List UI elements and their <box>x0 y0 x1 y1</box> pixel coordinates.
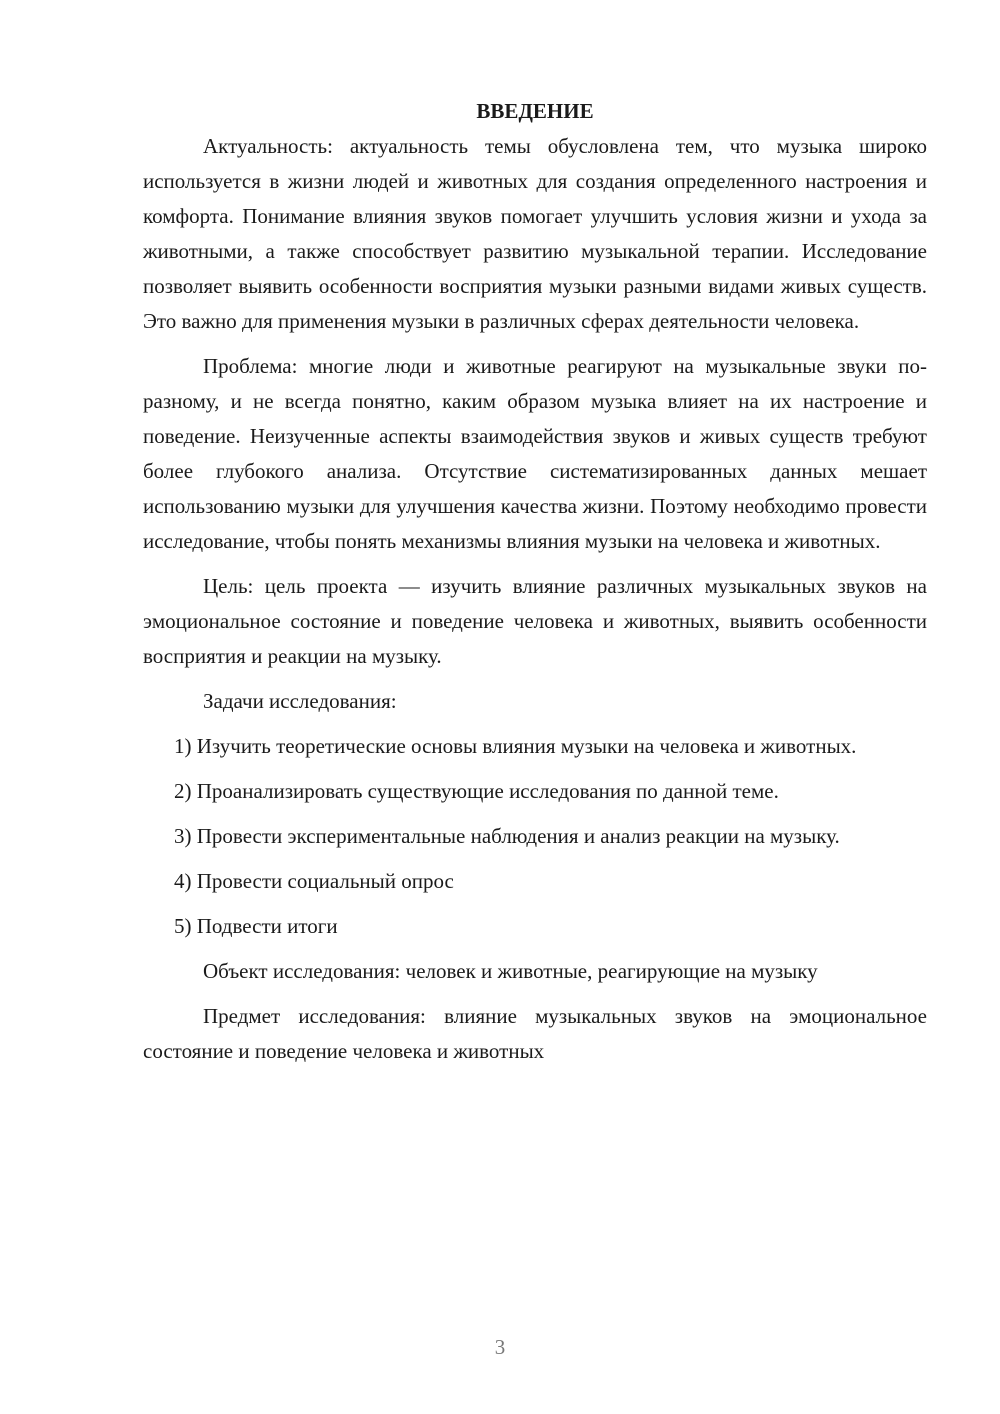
goal-paragraph: Цель: цель проекта — изучить влияние различных музыкальных звуков на эмоциональное состояние и поведение человека и животных, выявить особенности восприятия и реакции на музыку. <box>143 574 927 668</box>
problem-paragraph: Проблема: многие люди и животные реагируют на музыкальные звуки по-разному, и не всегда понятно, каким образом музыка влияет на их настроение и поведение. Неизученные аспекты взаимодействия звуков и живых существ требуют более глубокого анализа. Отсутствие систематизированных данных мешает использованию музыки для улучшения качества жизни. Поэтому необходимо провести исследование, чтобы понять механизмы влияния музыки на человека и животных. <box>143 354 927 553</box>
relevance-paragraph: Актуальность: актуальность темы обусловлена тем, что музыка широко используется в жизни людей и животных для создания определенного настроения и комфорта. Понимание влияния звуков помогает улучшить условия жизни и ухода за животными, а также способствует развитию музыкальной терапии. Исследование позволяет выявить особенности восприятия музыки разными видами живых существ. Это важно для применения музыки в различных сферах деятельности человека. <box>143 134 927 333</box>
task-item-4: 4) Провести социальный опрос <box>174 869 454 893</box>
page-content <box>143 94 927 1079</box>
task-item-1: 1) Изучить теоретические основы влияния музыки на человека и животных. <box>174 734 857 758</box>
section-title: ВВЕДЕНИЕ <box>476 99 594 123</box>
page-number: 3 <box>494 1335 506 1359</box>
tasks-heading: Задачи исследования: <box>203 689 397 713</box>
task-item-3: 3) Провести экспериментальные наблюдения и анализ реакции на музыку. <box>174 824 840 848</box>
task-item-2: 2) Проанализировать существующие исследования по данной теме. <box>174 779 779 803</box>
task-item-5: 5) Подвести итоги <box>174 914 338 938</box>
object-paragraph: Объект исследования: человек и животные, реагирующие на музыку <box>203 959 818 983</box>
subject-paragraph: Предмет исследования: влияние музыкальных звуков на эмоциональное состояние и поведение человека и животных <box>143 1004 927 1063</box>
